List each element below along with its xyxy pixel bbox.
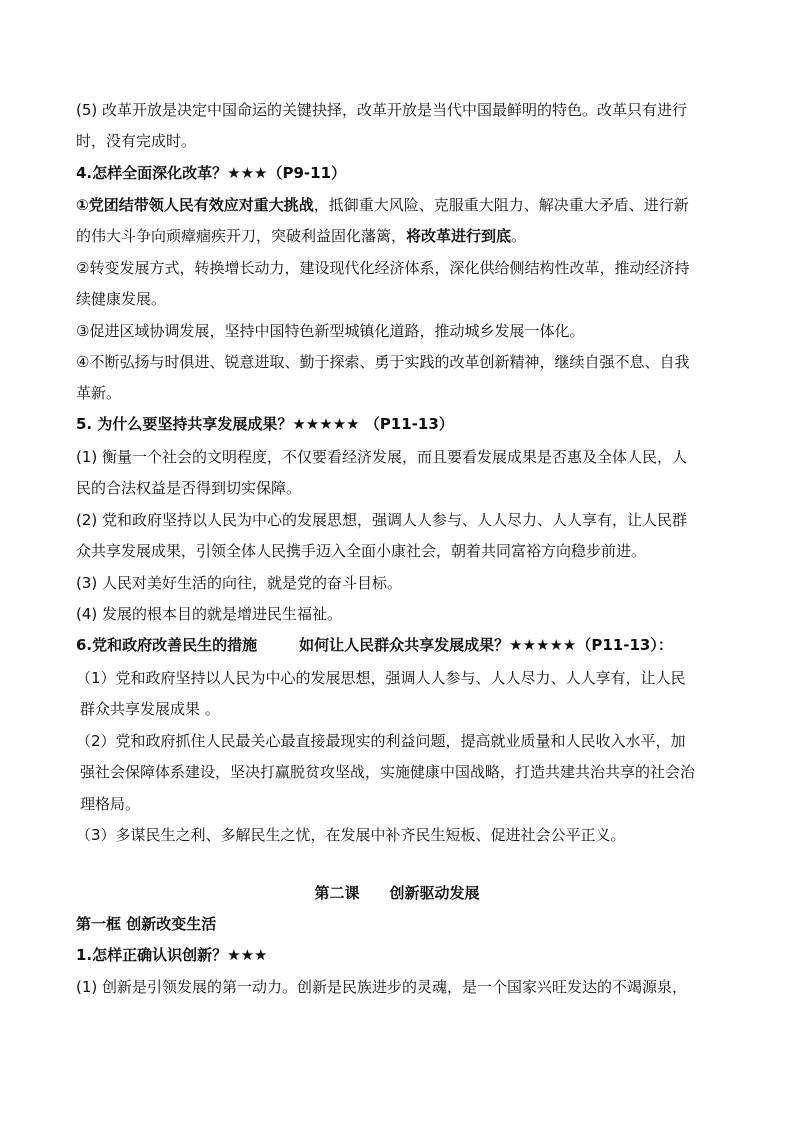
q4-point1-line1 (76, 194, 726, 216)
q5-item4: (4) 发展的根本目的就是增进民生福祉。 (76, 605, 343, 623)
q3-item5-line1: (5) 改革开放是决定中国命运的关键抉择，改革开放是当代中国最鲜明的特色。改革只有进行 (76, 101, 688, 119)
q5-item2-line1: (2) 党和政府坚持以人民为中心的发展思想，强调人人参与、人人尽力、人人享有，让人民群 (76, 511, 688, 529)
q4-point1-end: 。 (511, 227, 527, 245)
q6-item1-line1: （1）党和政府坚持以人民为中心的发展思想，强调人人参与、人人尽力、人人享有，让人民 (76, 669, 686, 687)
q6-item2-line2: 强社会保障体系建设，坚决打赢脱贫攻坚战，实施健康中国战略，打造共建共治共享的社会治 (80, 763, 696, 781)
lesson2-q1-heading: 1.怎样正确认识创新？★★★ (76, 946, 268, 964)
q5-heading: 5. 为什么要坚持共享发展成果？★★★★★ （P11-13） (76, 415, 454, 433)
q4-point1-bold-b: 将改革进行到底 (406, 227, 512, 245)
lesson-title (0, 882, 794, 904)
lesson2-q1-item1-line1: (1) 创新是引领发展的第一动力。创新是民族进步的灵魂，是一个国家兴旺发达的不竭源泉， (76, 978, 688, 996)
q5-item3: (3) 人民对美好生活的向往，就是党的奋斗目标。 (76, 574, 403, 592)
q4-point1-bold-a: ①党团结带领人民有效应对重大挑战 (76, 196, 314, 214)
q6-item1-line2: 群众共享发展成果 。 (80, 700, 220, 718)
q6-heading (76, 634, 726, 656)
q4-point4-line1: ④不断弘扬与时俱进、锐意进取、勤于探索、勇于实践的改革创新精神，继续自强不息、自我 (76, 353, 690, 371)
q4-point1-line2 (76, 225, 726, 247)
q6-heading-part-b: 如何让人民群众共享发展成果？★★★★★（P11-13）： (299, 636, 673, 654)
q6-item2-line3: 理格局。 (80, 795, 141, 813)
q4-point2-line1: ②转变发展方式，转换增长动力，建设现代化经济体系，深化供给侧结构性改革，推动经济持 (76, 259, 690, 277)
q6-item3-line1: （3）多谋民生之利、多解民生之忧，在发展中补齐民生短板、促进社会公平正义。 (76, 826, 626, 844)
q6-item2-line1: （2）党和政府抓住人民最关心最直接最现实的利益问题，提高就业质量和人民收入水平，加 (76, 732, 686, 750)
q4-heading: 4.怎样全面深化改革？★★★（P9-11） (76, 164, 347, 182)
q5-item1-line1: (1) 衡量一个社会的文明程度，不仅要看经济发展，而且要看发展成果是否惠及全体人民，人 (76, 448, 688, 466)
frame-title: 第一框 创新改变生活 (76, 915, 217, 933)
q4-point3-line1: ③促进区域协调发展，坚持中国特色新型城镇化道路，推动城乡发展一体化。 (76, 322, 585, 340)
q3-item5-line2: 时，没有完成时。 (76, 132, 197, 150)
lesson-number: 第二课 (314, 884, 360, 902)
q6-heading-part-a: 6.党和政府改善民生的措施 (76, 636, 258, 654)
q5-item2-line2: 众共享发展成果，引领全体人民携手迈入全面小康社会，朝着共同富裕方向稳步前进。 (76, 542, 647, 560)
q4-point1-text-b: 的伟大斗争向顽瘴痼疾开刀，突破利益固化藩篱， (76, 227, 407, 245)
q4-point4-line2: 革新。 (76, 384, 122, 402)
q4-point2-line2: 续健康发展。 (76, 290, 167, 308)
q5-item1-line2: 民的合法权益是否得到切实保障。 (76, 479, 302, 497)
lesson-name: 创新驱动发展 (389, 884, 480, 902)
q4-point1-text-a: ，抵御重大风险、克服重大阻力、解决重大矛盾、进行新 (313, 196, 689, 214)
